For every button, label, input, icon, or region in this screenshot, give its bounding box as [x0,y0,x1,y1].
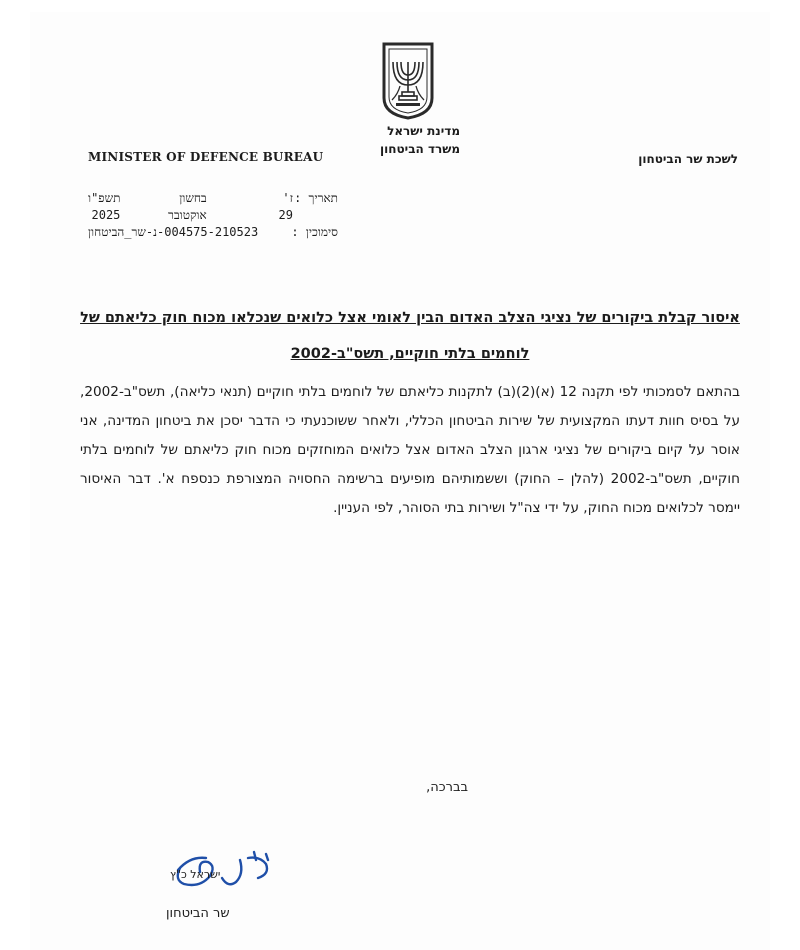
gregorian-month: אוקטובר [168,208,207,222]
reference-label: סימוכין : [291,225,338,239]
ministry-name: משרד הביטחון [380,142,460,156]
meta-labels [291,190,338,241]
gregorian-day: 29 [278,208,293,222]
subject-line-2: לוחמים בלתי חוקיים, תשס"ב-2002 [290,346,530,362]
bureau-name-english: MINISTER OF DEFENCE BUREAU [88,150,324,164]
hebrew-month: בחשון [179,191,207,205]
subject-line-1: איסור קבלת ביקורים של נציגי הצלב האדום הבין לאומי אצל כלואים שנכלאו מכוח חוק כליאתם של [80,310,740,326]
meta-col-day [279,190,293,224]
date-label: תאריך : [294,191,338,205]
state-name: מדינת ישראל [387,124,460,138]
body-paragraph: בהתאם לסמכותי לפי תקנה 12 (א)(2)(ב) לתקנות כליאתם של לוחמים בלתי חוקיים (תנאי כליאה), תשס"ב-2002, על בסיס חוות דעתו המקצועית של שירות הביטחון הכללי, ולאחר ששוכנעתי כי הדבר יסכן את ביטחון המדינה, אני אוסר על קיום ביקורים של נציגי ארגון הצלב האדום אצל כלואים המוחזקים מכוח חוק כליאתם של לוחמים בלתי חוקיים, תשס"ב-2002 (להלן – החוק) וששמותיהם מופיעים ברשימה החסויה המצורפת כנספח א'. דבר האיסור יימסר לכלואים מכוח החוק, על ידי צה"ל ושירות בתי הסוהר, לפי העניין. [80,384,740,516]
bureau-name-hebrew: לשכת שר הביטחון [638,152,738,166]
signatory-title: שר הביטחון [166,906,230,921]
meta-col-year [88,190,120,224]
hebrew-year: תשפ"ו [88,191,121,205]
state-emblem-icon [380,40,436,120]
closing-greeting: בברכה, [426,780,468,795]
meta-col-month [168,190,207,224]
signatory-name: ישראל כ"ץ [170,868,221,881]
gregorian-year: 2025 [91,208,121,222]
hebrew-day: ז' [282,191,293,205]
subject-heading [80,300,740,372]
reference-number: 004575-210523-נ-שר_הביטחון [88,225,259,239]
letterhead-state-block [350,122,460,158]
